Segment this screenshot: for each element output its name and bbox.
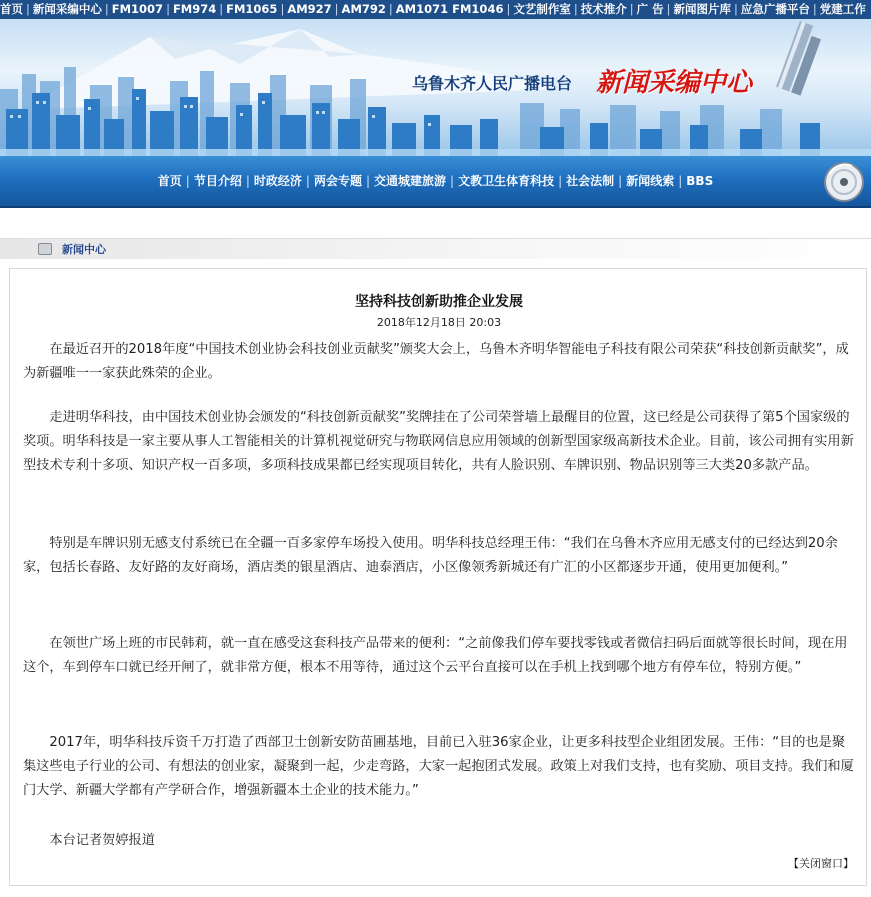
article-paragraph: 特别是车牌识别无感支付系统已在全疆一百多家停车场投入使用。明华科技总经理王伟：“我们在乌鲁木齐应用无感支付的已经达到20余家，包括长春路、友好路的友好商场，酒店类的银星酒店、迪泰酒店，小区像领秀新城还有广汇的小区都逐步开通，使用更加便利。” [23, 536, 838, 575]
nav-item[interactable]: 时政经济 [253, 174, 302, 188]
top-link-item[interactable]: FM1065 [226, 2, 278, 16]
main-navigation [0, 156, 871, 208]
top-link-separator: | [219, 2, 224, 16]
top-link-separator: | [26, 2, 30, 16]
top-link-separator: | [629, 2, 634, 16]
nav-separator: | [365, 174, 371, 188]
header-banner [0, 19, 871, 156]
top-link-separator: | [573, 2, 578, 16]
section-title[interactable]: 新闻中心 [62, 243, 106, 256]
nav-separator: | [678, 174, 683, 188]
article-byline: 本台记者贺婷报道 [49, 833, 155, 848]
main-nav-links [0, 156, 871, 206]
section-header [0, 238, 871, 259]
top-link-item[interactable]: 党建工作 [819, 2, 866, 16]
nav-separator: | [558, 174, 563, 188]
top-link-strip [0, 0, 871, 19]
top-link-separator: | [506, 2, 511, 16]
top-link-item[interactable]: 首页 [0, 2, 23, 16]
disc-icon [822, 160, 866, 204]
top-link-separator: | [334, 2, 339, 16]
top-link-item[interactable]: FM974 [172, 2, 217, 16]
nav-separator: | [450, 174, 455, 188]
nav-separator: | [305, 174, 310, 188]
top-link-item[interactable]: 技术推介 [580, 2, 627, 16]
article-paragraph: 在领世广场上班的市民韩莉，就一直在感受这套科技产品带来的便利：“之前像我们停车要找零钱或者微信扫码后面就等很长时间，现在用这个，车到停车口就已经开闸了，就非常方便，根本不用等待，通过这个云平台直接可以在手机上找到哪个地方有停车位，特别方便。” [23, 636, 848, 675]
nav-item[interactable]: 社会法制 [566, 174, 615, 188]
nav-item[interactable]: BBS [686, 174, 714, 188]
top-link-item[interactable]: 新闻采编中心 [32, 2, 102, 16]
nav-item[interactable]: 首页 [157, 174, 182, 188]
nav-item[interactable]: 文教卫生体育科技 [458, 174, 555, 188]
article-title: 坚持科技创新助推企业发展 [355, 294, 523, 310]
top-link-separator: | [733, 2, 738, 16]
top-link-separator: | [666, 2, 671, 16]
top-link-item[interactable]: 广 告 [636, 2, 664, 16]
top-link-separator: | [104, 2, 109, 16]
nav-separator: | [618, 174, 623, 188]
top-link-item[interactable]: AM792 [341, 2, 386, 16]
top-link-item[interactable]: AM927 [287, 2, 332, 16]
article-date: 2018年12月18日 20:03 [376, 316, 502, 329]
top-link-separator: | [812, 2, 817, 16]
top-link-item[interactable]: AM1071 FM1046 [395, 2, 504, 16]
article-paragraph: 在最近召开的2018年度“中国技术创业协会科技创业贡献奖”颁奖大会上，乌鲁木齐明华智能电子科技有限公司荣获“科技创新贡献奖”，成为新疆唯一一家获此殊荣的企业。 [23, 342, 849, 381]
nav-item[interactable]: 节目介绍 [193, 174, 242, 188]
article-paragraph: 走进明华科技，由中国技术创业协会颁发的“科技创新贡献奖”奖牌挂在了公司荣誉墙上最醒目的位置，这已经是公司获得了第5个国家级的奖项。明华科技是一家主要从事人工智能相关的计算机视觉研究与物联网信息应用领域的创新型国家级高新技术企业。目前，该公司拥有实用新型技术专利十多项、知识产权一百多项，多项科技成果都已经实现项目转化，共有人脸识别、车牌识别、物品识别等三大类20多款产品。 [23, 410, 854, 473]
article-paragraph: 2017年，明华科技斥资千万打造了西部卫士创新安防苗圃基地，目前已入驻36家企业，让更多科技型企业组团发展。王伟：“目的也是聚集这些电子行业的公司、有想法的创业家，凝聚到一起，少走弯路，大家一起抱团式发展。政策上对我们支持，也有奖励、项目支持。我们和厦门大学、新疆大学都有产学研合作，增强新疆本土企业的技术能力。” [23, 735, 854, 798]
top-link-item[interactable]: 新闻图片库 [673, 2, 731, 16]
article-container [9, 268, 867, 886]
nav-separator: | [185, 174, 190, 188]
top-link-item[interactable]: FM1007 [111, 2, 164, 16]
top-link-separator: | [388, 2, 393, 16]
nav-item[interactable]: 两会专题 [313, 174, 362, 188]
top-link-item[interactable]: 文艺制作室 [513, 2, 571, 16]
top-link-separator: | [280, 2, 285, 16]
center-name-logo-text: 新闻采编中心 [596, 68, 753, 98]
close-window-link[interactable]: 【关闭窗口】 [788, 857, 854, 870]
news-folder-icon [38, 243, 52, 255]
top-link-item[interactable]: 应急广播平台 [740, 2, 810, 16]
station-name: 乌鲁木齐人民广播电台 [412, 74, 573, 93]
nav-separator: | [245, 174, 250, 188]
nav-item[interactable]: 新闻线索 [626, 174, 675, 188]
nav-item[interactable]: 交通城建旅游 [374, 174, 447, 188]
top-link-separator: | [166, 2, 170, 16]
